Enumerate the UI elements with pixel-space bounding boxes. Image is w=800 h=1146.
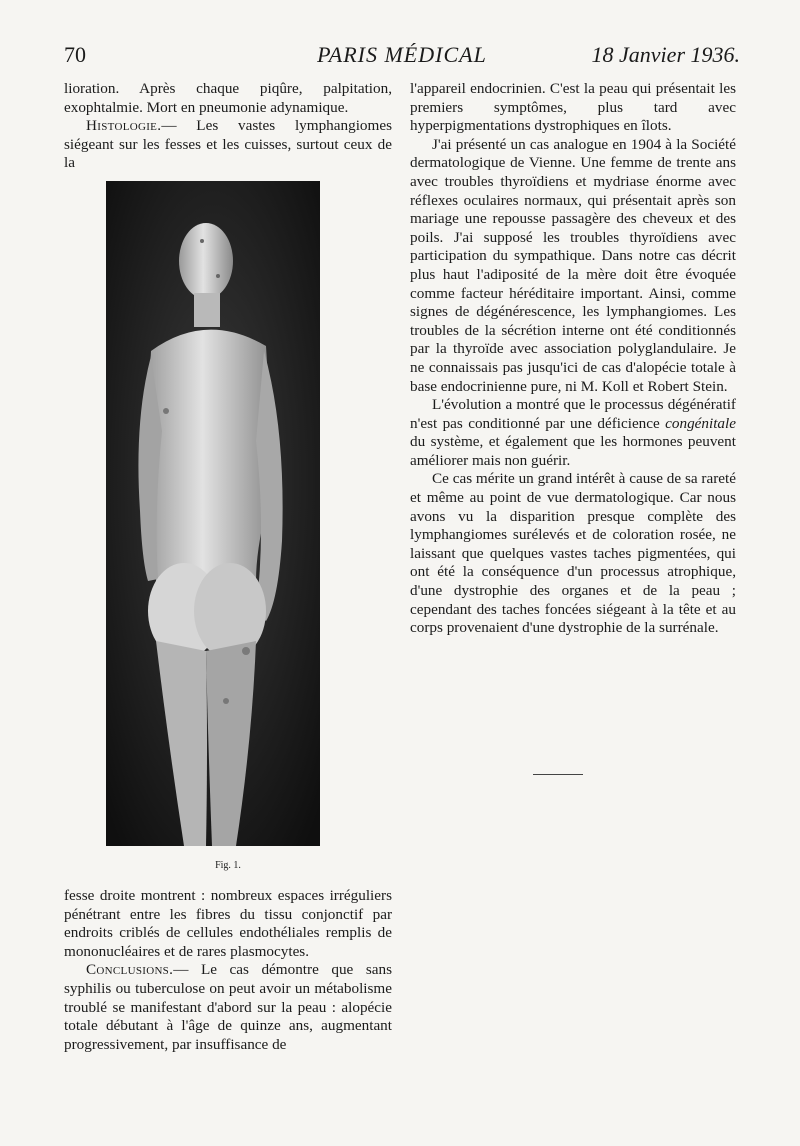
- section-divider: [533, 774, 583, 775]
- section-label-conclusions: Conclusions.: [86, 961, 174, 979]
- paragraph-histologie: [64, 117, 392, 173]
- issue-date: 18 Janvier 1936.: [591, 42, 740, 67]
- paragraph-conclusions: [64, 961, 392, 1054]
- paragraph-text: — Le cas démontre que sans syphilis ou tuberculose on peut avoir un métabolisme troublé se manifestant d'abord sur la peau : alopécie totale débutant à l'âge de quinze ans, augmentant progressivement, par insuffisance de: [64, 961, 392, 1053]
- figure-caption: Fig. 1.: [215, 860, 241, 871]
- paragraph: lioration. Après chaque piqûre, palpitation, exophtalmie. Mort en pneumonie adynamique.: [64, 80, 392, 116]
- italic-word: congénitale: [665, 414, 736, 432]
- paragraph-text: — Les vastes lymphangiomes siégeant sur les fesses et les cuisses, surtout ceux de la: [64, 117, 392, 172]
- right-column: [410, 80, 736, 638]
- back-view-photo-illustration: [106, 181, 320, 846]
- page-number: 70: [64, 42, 86, 67]
- figure-photograph: [106, 181, 320, 846]
- section-label-histologie: Histologie.: [86, 117, 162, 135]
- paragraph: Ce cas mérite un grand intérêt à cause de sa rareté et même au point de vue dermatologique. Car nous avons vu la disparition presque complète des lymphangiomes surélevés et de coloration rosée, ne laissant que quelques vastes taches pigmentées, qui ont été la conséquence d'un processus atrophique, d'une dystrophie des organes et de la peau ; cependant des taches foncées siégeant à la tête et au corps provenaient d'une dystrophie de la surrénale.: [410, 470, 736, 637]
- journal-title: PARIS MÉDICAL: [317, 42, 487, 67]
- text-span: du système, et également que les hormones peuvent améliorer mais non guérir.: [410, 433, 736, 469]
- paragraph: l'appareil endocrinien. C'est la peau qui présentait les premiers symptômes, plus tard avec hyperpigmentations dystrophiques en îlots.: [410, 80, 736, 135]
- left-column-top: [64, 80, 392, 173]
- paragraph: J'ai présenté un cas analogue en 1904 à la Société dermatologique de Vienne. Une femme de trente ans avec troubles thyroïdiens et mydriase énorme avec réflexes oculaires normaux, qui présentait après son mariage une repousse passagère des cheveux et des poils. J'ai supposé les troubles thyroïdiens avec participation du sympathique. Dans notre cas décrit plus haut l'adiposité de la mère doit être évoquée comme facteur héréditaire important. Ainsi, comme signes de dégénérescence, les lymphangiomes. Les troubles de la sécrétion interne ont été conditionnés par la thyroïde avec association polyglandulaire. Je ne connaissais pas jusqu'ici de cas d'alopécie totale à base endocrinienne pure, ni M. Koll et Robert Stein.: [410, 135, 736, 395]
- paragraph: [410, 396, 736, 470]
- text-span: L'évolution a montré que le processus dégénératif n'est pas conditionné par une déficience: [410, 396, 736, 432]
- left-column-bottom: [64, 887, 392, 1054]
- running-header: [64, 42, 740, 72]
- paragraph: fesse droite montrent : nombreux espaces irréguliers pénétrant entre les fibres du tissu conjonctif par endroits criblés de cellules endothéliales remplis de mononucléaires et de rares plasmocytes.: [64, 887, 392, 960]
